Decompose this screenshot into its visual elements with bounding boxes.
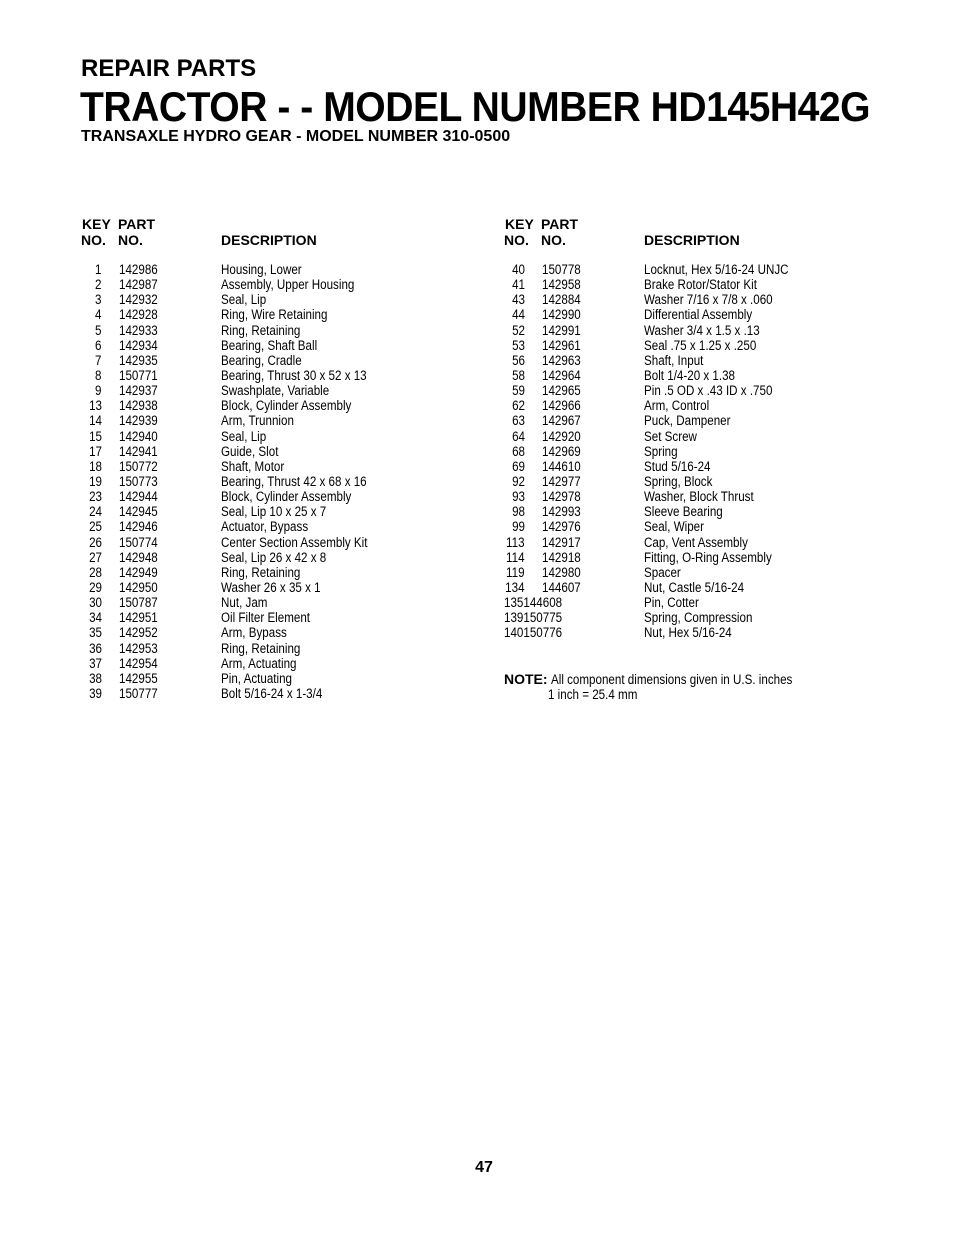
- part-description: Ring, Retaining: [221, 640, 301, 656]
- part-description: Spring, Block: [644, 473, 713, 489]
- key-number: 23: [89, 489, 102, 505]
- key-number: 44: [512, 307, 525, 323]
- part-description: Seal, Lip: [221, 428, 267, 444]
- key-number: 15: [89, 428, 102, 444]
- part-number: 142940: [119, 428, 158, 444]
- key-number: 38: [89, 670, 102, 686]
- part-number: 142951: [119, 610, 158, 626]
- part-description: Bearing, Thrust 42 x 68 x 16: [221, 473, 367, 489]
- key-number: 28: [89, 564, 102, 580]
- part-header-line2: NO.: [541, 232, 566, 248]
- key-number: 14: [89, 413, 102, 429]
- table-row: [0, 292, 940, 307]
- table-row: [0, 625, 940, 640]
- part-number: 142920: [542, 428, 581, 444]
- part-number: 142990: [542, 307, 581, 323]
- key-number: 68: [512, 443, 525, 459]
- key-number: 30: [89, 595, 102, 611]
- part-description: Bearing, Cradle: [221, 352, 302, 368]
- key-number: 40: [512, 262, 525, 277]
- part-number: 142918: [542, 549, 581, 565]
- part-number: 142961: [542, 337, 581, 353]
- part-number: 150773: [119, 473, 158, 489]
- key-number: 36: [89, 640, 102, 656]
- part-number: 144610: [542, 458, 581, 474]
- part-description: Block, Cylinder Assembly: [221, 398, 352, 414]
- part-number: 142949: [119, 564, 158, 580]
- part-description: Stud 5/16-24: [644, 458, 711, 474]
- key-number: 114: [506, 549, 525, 565]
- key-number: 18: [89, 458, 102, 474]
- part-description: Oil Filter Element: [221, 610, 311, 626]
- table-row: [0, 474, 940, 489]
- part-description: Puck, Dampener: [644, 413, 731, 429]
- part-header-line1: PART: [118, 216, 156, 232]
- part-description: Brake Rotor/Stator Kit: [644, 277, 757, 293]
- part-description: Washer 3/4 x 1.5 x .13: [644, 322, 760, 338]
- key-number: 139150775: [504, 610, 563, 626]
- part-number: 142987: [119, 277, 158, 293]
- part-number: 150772: [119, 458, 158, 474]
- part-description: Spacer: [644, 564, 681, 580]
- key-number: 93: [512, 489, 525, 505]
- key-number: 26: [89, 534, 102, 550]
- part-description: Arm, Trunnion: [221, 413, 294, 429]
- part-number: 142938: [119, 398, 158, 414]
- table-row: [0, 368, 940, 383]
- part-number: 142969: [542, 443, 581, 459]
- table-row: [0, 656, 470, 671]
- key-number: 53: [512, 337, 525, 353]
- part-description: Pin, Cotter: [644, 595, 699, 611]
- key-number: 5: [95, 322, 102, 338]
- part-number: 142986: [119, 262, 158, 277]
- key-number: 99: [512, 519, 525, 535]
- key-number: 52: [512, 322, 525, 338]
- key-number: 35: [89, 625, 102, 641]
- part-number: 142978: [542, 489, 581, 505]
- part-description: Housing, Lower: [221, 262, 302, 277]
- description-header: DESCRIPTION: [644, 232, 740, 248]
- part-description: Nut, Jam: [221, 595, 268, 611]
- part-number: 142946: [119, 519, 158, 535]
- note-conversion: 1 inch = 25.4 mm: [548, 687, 638, 702]
- part-number: 142945: [119, 504, 158, 520]
- note-text: All component dimensions given in U.S. inches: [551, 672, 793, 687]
- key-number: 92: [512, 473, 525, 489]
- key-number: 2: [95, 277, 102, 293]
- key-number: 43: [512, 292, 525, 308]
- key-number: 34: [89, 610, 102, 626]
- key-number: 1: [95, 262, 102, 277]
- dimension-note: [504, 671, 832, 702]
- part-description: Center Section Assembly Kit: [221, 534, 368, 550]
- part-number: 142917: [542, 534, 581, 550]
- table-row: [0, 610, 940, 625]
- key-number: 113: [506, 534, 525, 550]
- part-description: Arm, Bypass: [221, 625, 287, 641]
- part-description: Actuator, Bypass: [221, 519, 309, 535]
- part-description: Seal, Lip 26 x 42 x 8: [221, 549, 327, 565]
- table-row: [0, 353, 940, 368]
- part-number: 142884: [542, 292, 581, 308]
- part-description: Set Screw: [644, 428, 697, 444]
- key-number: 135144608: [504, 595, 563, 611]
- key-number: 56: [512, 352, 525, 368]
- part-description: Seal, Lip: [221, 292, 267, 308]
- part-description: Pin, Actuating: [221, 670, 293, 686]
- key-header-line1: KEY: [82, 216, 111, 232]
- table-row: [0, 277, 940, 292]
- part-number: 142993: [542, 504, 581, 520]
- part-number: 144607: [542, 579, 581, 595]
- table-row: [0, 580, 940, 595]
- part-number: 142967: [542, 413, 581, 429]
- page-number: 47: [475, 1159, 493, 1176]
- part-number: 142980: [542, 564, 581, 580]
- part-description: Seal .75 x 1.25 x .250: [644, 337, 757, 353]
- table-row: [0, 398, 940, 413]
- key-number: 63: [512, 413, 525, 429]
- table-row: [0, 641, 470, 656]
- key-number: 17: [89, 443, 102, 459]
- part-number: 142976: [542, 519, 581, 535]
- part-description: Guide, Slot: [221, 443, 279, 459]
- part-number: 150777: [119, 685, 158, 701]
- section-heading: REPAIR PARTS: [81, 55, 257, 82]
- key-number: 59: [512, 383, 525, 399]
- part-number: 150774: [119, 534, 158, 550]
- part-description: Ring, Retaining: [221, 564, 301, 580]
- part-number: 142964: [542, 367, 581, 383]
- part-number: 142928: [119, 307, 158, 323]
- part-number: 150778: [542, 262, 581, 277]
- part-description: Arm, Actuating: [221, 655, 297, 671]
- part-number: 142963: [542, 352, 581, 368]
- part-number: 142953: [119, 640, 158, 656]
- key-number: 119: [506, 564, 525, 580]
- part-description: Differential Assembly: [644, 307, 753, 323]
- table-row: [0, 535, 940, 550]
- key-header-line2: NO.: [81, 232, 106, 248]
- key-number: 37: [89, 655, 102, 671]
- table-row: [0, 595, 940, 610]
- part-number: 150787: [119, 595, 158, 611]
- part-header-line1: PART: [541, 216, 579, 232]
- part-description: Ring, Retaining: [221, 322, 301, 338]
- key-header-line1: KEY: [505, 216, 534, 232]
- key-number: 64: [512, 428, 525, 444]
- part-description: Bearing, Shaft Ball: [221, 337, 318, 353]
- part-number: 142966: [542, 398, 581, 414]
- part-number: 142991: [542, 322, 581, 338]
- part-number: 142954: [119, 655, 158, 671]
- table-row: [0, 429, 940, 444]
- page-subtitle: TRANSAXLE HYDRO GEAR - MODEL NUMBER 310-0500: [81, 128, 511, 145]
- part-description: Nut, Hex 5/16-24: [644, 625, 732, 641]
- key-number: 4: [95, 307, 102, 323]
- part-description: Seal, Wiper: [644, 519, 705, 535]
- part-description: Block, Cylinder Assembly: [221, 489, 352, 505]
- key-number: 39: [89, 685, 102, 701]
- table-row: [0, 262, 940, 277]
- part-description: Bolt 5/16-24 x 1-3/4: [221, 685, 323, 701]
- part-number: 142950: [119, 579, 158, 595]
- part-description: Ring, Wire Retaining: [221, 307, 328, 323]
- table-row: [0, 504, 940, 519]
- part-description: Assembly, Upper Housing: [221, 277, 355, 293]
- key-number: 58: [512, 367, 525, 383]
- table-row: [0, 686, 470, 701]
- key-number: 8: [95, 367, 102, 383]
- part-number: 142965: [542, 383, 581, 399]
- key-number: 98: [512, 504, 525, 520]
- part-number: 142934: [119, 337, 158, 353]
- part-description: Cap, Vent Assembly: [644, 534, 748, 550]
- part-number: 142948: [119, 549, 158, 565]
- part-number: 142958: [542, 277, 581, 293]
- part-description: Spring, Compression: [644, 610, 753, 626]
- key-number: 19: [89, 473, 102, 489]
- table-row: [0, 444, 940, 459]
- table-row: [0, 459, 940, 474]
- table-row: [0, 413, 940, 428]
- key-number: 27: [89, 549, 102, 565]
- description-header: DESCRIPTION: [221, 232, 317, 248]
- part-description: Nut, Castle 5/16-24: [644, 579, 745, 595]
- key-number: 140150776: [504, 625, 563, 641]
- note-label: NOTE:: [504, 671, 548, 687]
- part-description: Washer 26 x 35 x 1: [221, 579, 321, 595]
- part-description: Seal, Lip 10 x 25 x 7: [221, 504, 327, 520]
- table-row: [0, 519, 940, 534]
- key-number: 6: [95, 337, 102, 353]
- part-description: Bearing, Thrust 30 x 52 x 13: [221, 367, 367, 383]
- part-description: Sleeve Bearing: [644, 504, 723, 520]
- part-header-line2: NO.: [118, 232, 143, 248]
- table-row: [0, 565, 940, 580]
- part-description: Shaft, Motor: [221, 458, 285, 474]
- part-number: 142932: [119, 292, 158, 308]
- part-description: Locknut, Hex 5/16-24 UNJC: [644, 262, 789, 277]
- part-description: Arm, Control: [644, 398, 710, 414]
- table-row: [0, 383, 940, 398]
- part-number: 150771: [119, 367, 158, 383]
- part-number: 142937: [119, 383, 158, 399]
- key-header-line2: NO.: [504, 232, 529, 248]
- part-description: Swashplate, Variable: [221, 383, 330, 399]
- table-row: [0, 550, 940, 565]
- table-row: [0, 338, 940, 353]
- part-number: 142935: [119, 352, 158, 368]
- part-description: Washer, Block Thrust: [644, 489, 754, 505]
- key-number: 62: [512, 398, 525, 414]
- key-number: 13: [89, 398, 102, 414]
- part-description: Fitting, O-Ring Assembly: [644, 549, 772, 565]
- part-description: Bolt 1/4-20 x 1.38: [644, 367, 736, 383]
- table-row: [0, 307, 940, 322]
- part-number: 142952: [119, 625, 158, 641]
- key-number: 29: [89, 579, 102, 595]
- part-number: 142955: [119, 670, 158, 686]
- table-row: [0, 671, 470, 686]
- part-number: 142941: [119, 443, 158, 459]
- key-number: 41: [512, 277, 525, 293]
- key-number: 69: [512, 458, 525, 474]
- part-number: 142933: [119, 322, 158, 338]
- page-title: TRACTOR - - MODEL NUMBER HD145H42G: [80, 83, 871, 130]
- part-description: Shaft, Input: [644, 352, 704, 368]
- key-number: 25: [89, 519, 102, 535]
- table-row: [0, 323, 940, 338]
- key-number: 134: [505, 579, 525, 595]
- key-number: 7: [95, 352, 102, 368]
- part-number: 142944: [119, 489, 158, 505]
- part-description: Spring: [644, 443, 678, 459]
- right-parts-list: [0, 262, 940, 641]
- key-number: 9: [95, 383, 102, 399]
- part-description: Washer 7/16 x 7/8 x .060: [644, 292, 773, 308]
- part-number: 142977: [542, 473, 581, 489]
- table-row: [0, 489, 940, 504]
- part-description: Pin .5 OD x .43 ID x .750: [644, 383, 773, 399]
- key-number: 24: [89, 504, 102, 520]
- part-number: 142939: [119, 413, 158, 429]
- key-number: 3: [95, 292, 102, 308]
